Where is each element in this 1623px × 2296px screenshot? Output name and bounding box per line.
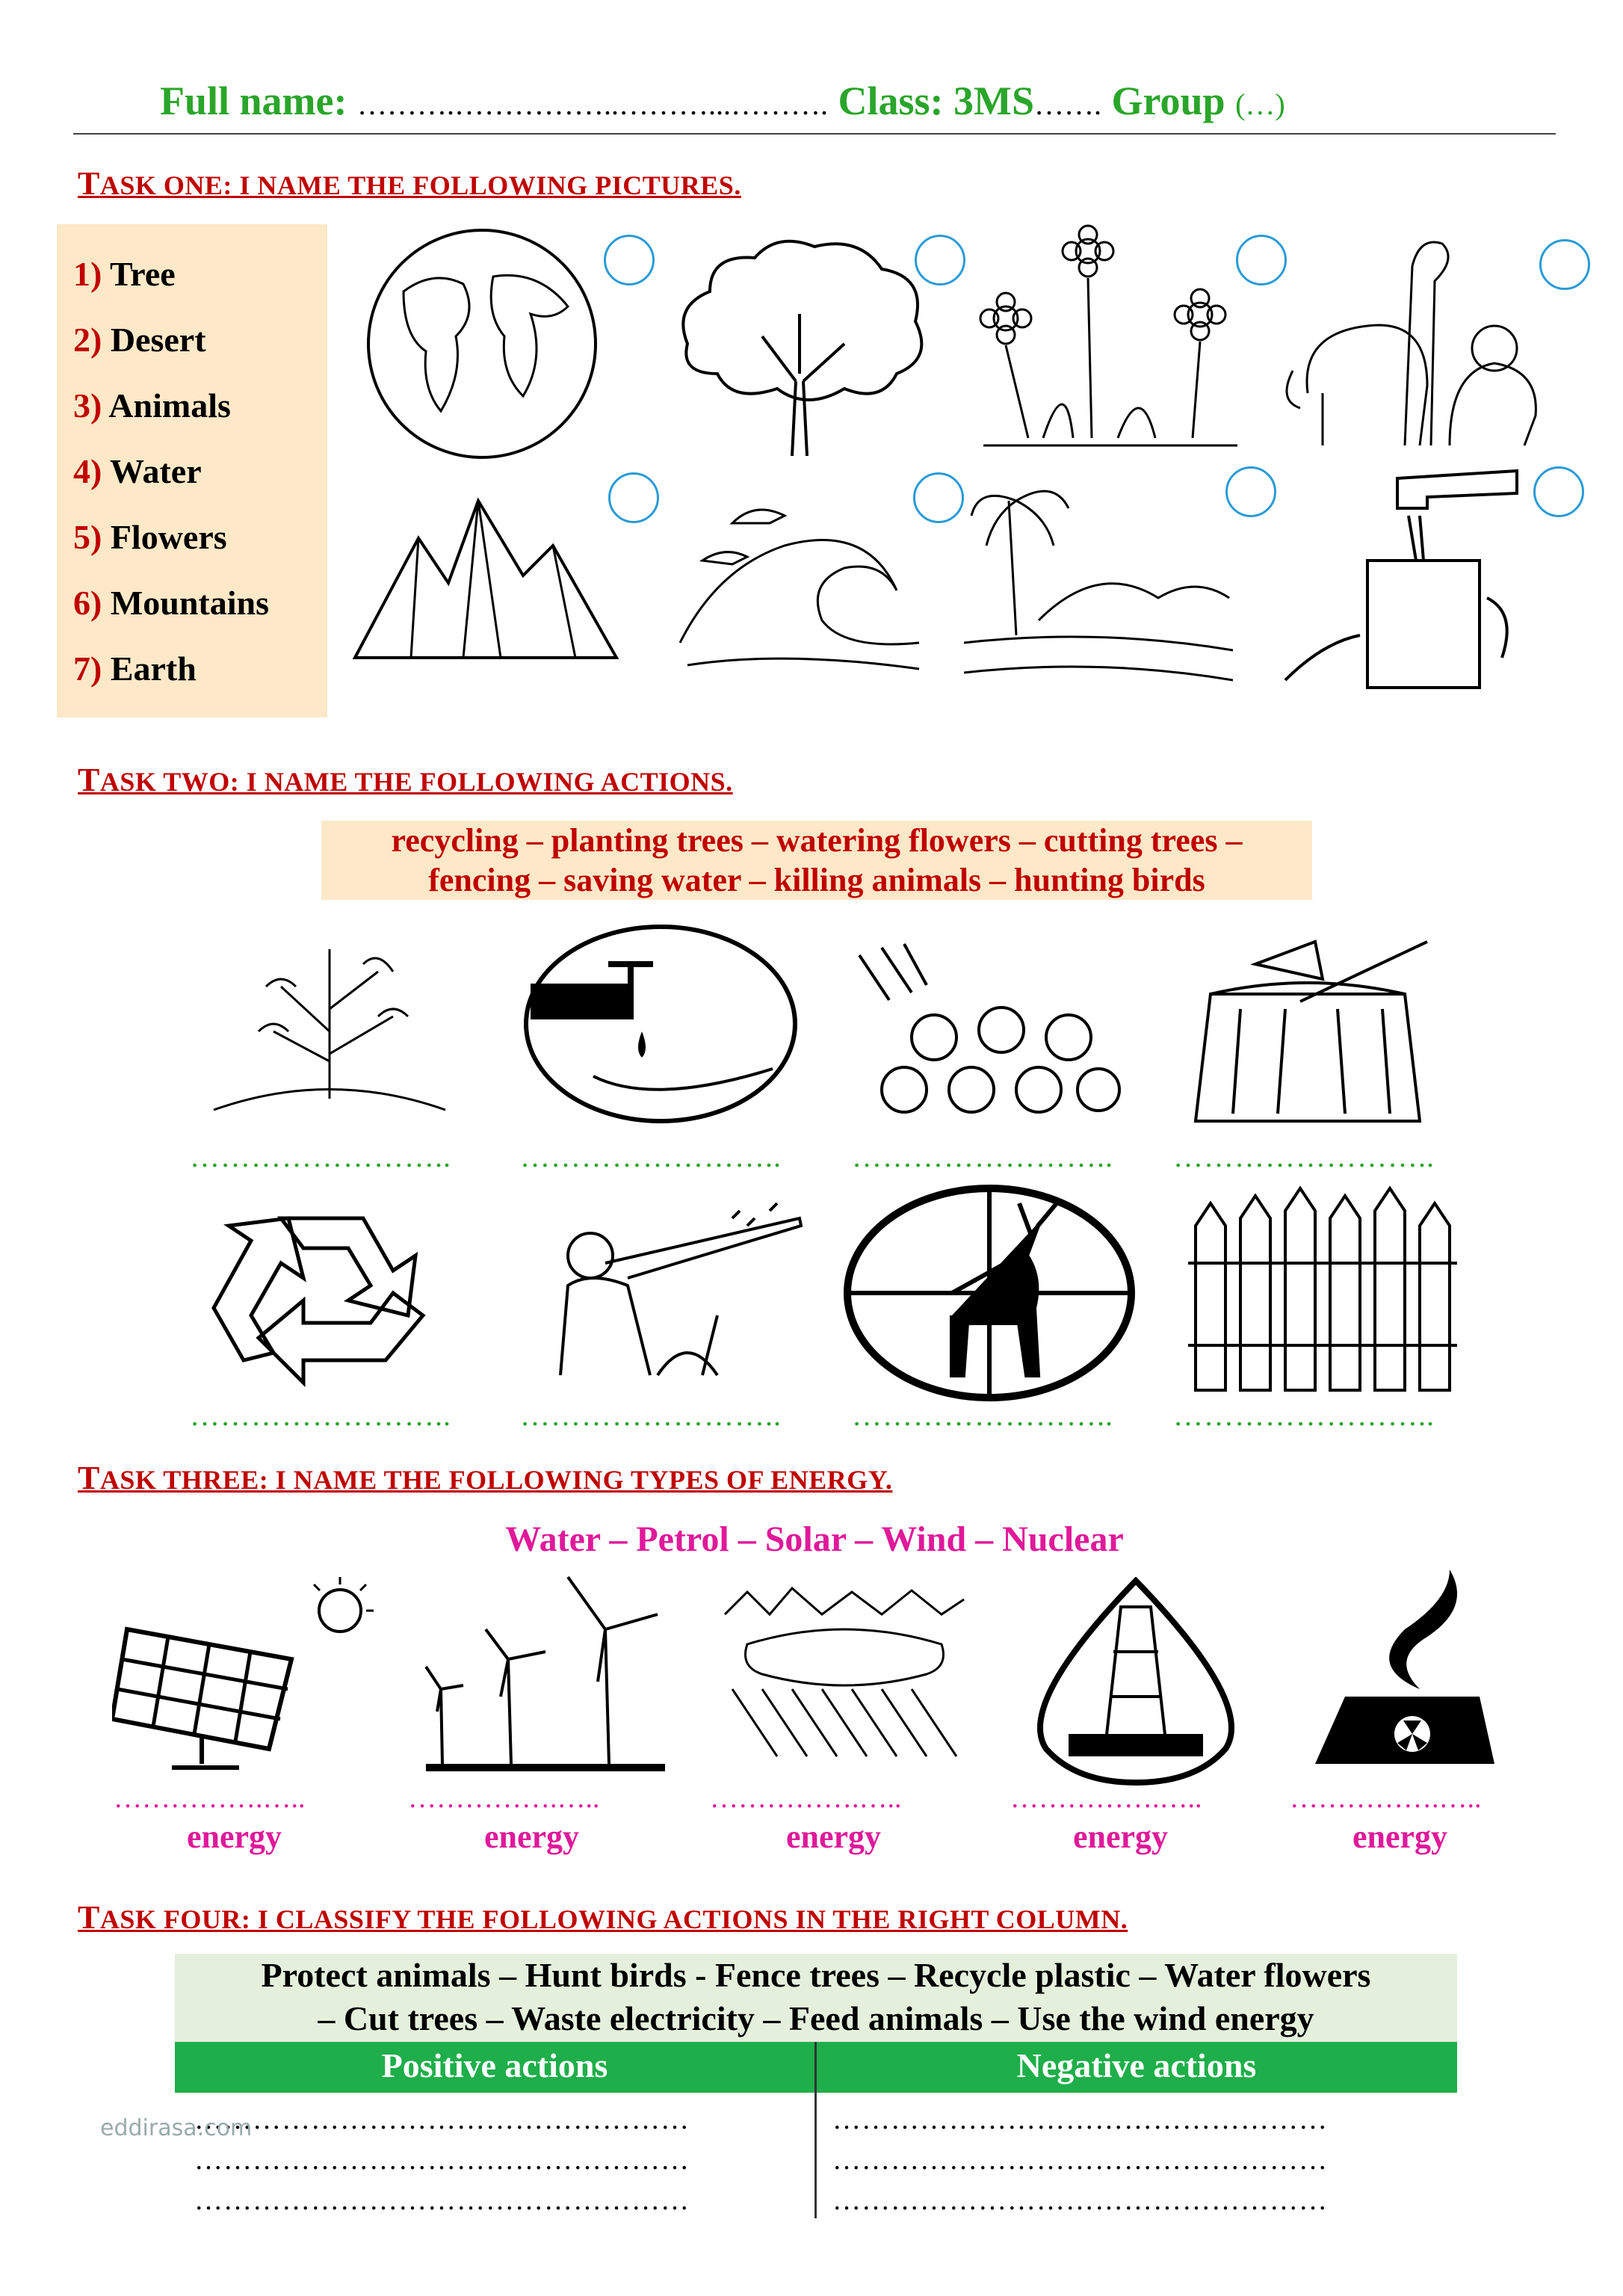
animals-icon bbox=[1278, 221, 1554, 460]
tree-icon bbox=[658, 224, 942, 463]
recycling-icon bbox=[199, 1188, 460, 1390]
answer-blank[interactable]: …………………….. bbox=[520, 1140, 782, 1173]
solar-panel-icon bbox=[112, 1570, 389, 1779]
answer-circle[interactable] bbox=[913, 472, 964, 523]
full-name-label: Full name: bbox=[160, 78, 347, 123]
energy-label: energy bbox=[786, 1818, 882, 1855]
wave-icon bbox=[673, 478, 927, 680]
answer-circle[interactable] bbox=[1533, 466, 1584, 517]
answer-circle[interactable] bbox=[1539, 239, 1590, 290]
positive-actions-header: Positive actions bbox=[175, 2042, 814, 2093]
list-item: 2) Desert bbox=[73, 321, 206, 359]
header-line bbox=[160, 78, 1285, 124]
task-two-title: TASK TWO: I NAME THE FOLLOWING ACTIONS. bbox=[78, 762, 733, 798]
answer-circle[interactable] bbox=[604, 235, 655, 286]
positive-blank[interactable]: …………………………………………… bbox=[194, 2144, 690, 2176]
task-four-title: TASK FOUR: I CLASSIFY THE FOLLOWING ACTIONS IN THE RIGHT COLUMN. bbox=[78, 1899, 1128, 1936]
wind-turbines-icon bbox=[418, 1562, 673, 1779]
flowers-icon bbox=[968, 221, 1252, 460]
energy-blank[interactable]: …………….….. bbox=[408, 1783, 600, 1814]
task-three-title: TASK THREE: I NAME THE FOLLOWING TYPES OF ENERGY. bbox=[78, 1460, 893, 1496]
task-one-title: TASK ONE: I NAME THE FOLLOWING PICTURES. bbox=[78, 165, 741, 202]
water-dam-icon bbox=[717, 1584, 971, 1764]
energy-label: energy bbox=[1352, 1818, 1448, 1855]
answer-circle[interactable] bbox=[1225, 466, 1276, 517]
task-one-word-list bbox=[57, 224, 327, 718]
petrol-oil-rig-icon bbox=[1016, 1577, 1255, 1786]
energy-blank[interactable]: …………….….. bbox=[114, 1783, 306, 1814]
list-item: 3) Animals bbox=[73, 386, 231, 425]
negative-actions-header: Negative actions bbox=[816, 2042, 1457, 2093]
energy-label: energy bbox=[1073, 1818, 1169, 1855]
desert-icon bbox=[964, 471, 1233, 695]
list-item: 4) Water bbox=[73, 452, 202, 490]
word-bank-line: fencing – saving water – killing animals – hunting birds bbox=[428, 862, 1205, 898]
task-two-word-bank bbox=[321, 821, 1312, 900]
word-bank-line: recycling – planting trees – watering flowers – cutting trees – bbox=[391, 822, 1243, 859]
class-label: Class: 3MS bbox=[838, 78, 1035, 123]
hunting-birds-icon bbox=[523, 1196, 807, 1390]
energy-label: energy bbox=[484, 1818, 580, 1855]
mountains-icon bbox=[351, 493, 620, 665]
answer-blank[interactable]: …………………….. bbox=[1173, 1398, 1435, 1432]
answer-blank[interactable]: …………………….. bbox=[852, 1140, 1113, 1173]
group-label: Group bbox=[1111, 78, 1225, 123]
watering-flowers-icon bbox=[844, 925, 1128, 1127]
energy-blank[interactable]: …………….….. bbox=[1010, 1783, 1202, 1814]
negative-blank[interactable]: …………………………………………… bbox=[832, 2144, 1328, 2176]
killing-animals-icon bbox=[840, 1181, 1139, 1405]
energy-blank[interactable]: …………….….. bbox=[1290, 1783, 1482, 1814]
list-item: 6) Mountains bbox=[73, 584, 269, 622]
negative-blank[interactable]: …………………………………………… bbox=[832, 2104, 1328, 2135]
class-blank[interactable]: ……. bbox=[1034, 87, 1102, 121]
word-bank-line: – Cut trees – Waste electricity – Feed animals – Use the wind energy bbox=[318, 1999, 1314, 2037]
answer-blank[interactable]: …………………….. bbox=[520, 1398, 782, 1432]
answer-blank[interactable]: …………………….. bbox=[852, 1398, 1113, 1432]
column-divider bbox=[814, 2042, 817, 2218]
list-item: 7) Earth bbox=[73, 649, 197, 688]
water-tap-icon bbox=[1278, 463, 1562, 710]
answer-blank[interactable]: …………………….. bbox=[190, 1398, 451, 1432]
energy-label: energy bbox=[187, 1818, 282, 1855]
answer-blank[interactable]: …………………….. bbox=[190, 1140, 451, 1173]
fencing-icon bbox=[1181, 1181, 1457, 1398]
saving-water-icon bbox=[519, 919, 803, 1129]
answer-blank[interactable]: …………………….. bbox=[1173, 1140, 1435, 1173]
positive-blank[interactable]: …………………………………………… bbox=[194, 2104, 690, 2135]
negative-blank[interactable]: …………………………………………… bbox=[832, 2185, 1328, 2216]
positive-blank[interactable]: …………………………………………… bbox=[194, 2185, 690, 2216]
group-blank[interactable]: (…) bbox=[1235, 87, 1285, 121]
energy-blank[interactable]: …………….….. bbox=[710, 1783, 902, 1814]
answer-circle[interactable] bbox=[915, 235, 965, 286]
earth-icon bbox=[351, 224, 613, 463]
list-item: 5) Flowers bbox=[73, 518, 227, 556]
task-three-word-bank: Water – Petrol – Solar – Wind – Nuclear bbox=[505, 1519, 1124, 1559]
full-name-blank[interactable]: ……….……………..………...………. bbox=[357, 87, 828, 121]
planting-tree-icon bbox=[191, 919, 468, 1121]
nuclear-plant-icon bbox=[1300, 1555, 1509, 1779]
answer-circle[interactable] bbox=[608, 472, 659, 523]
header-divider bbox=[73, 133, 1556, 135]
list-item: 1) Tree bbox=[73, 255, 176, 293]
watermark-logo: eddirasa.com bbox=[100, 2115, 253, 2141]
word-bank-line: Protect animals – Hunt birds - Fence trees – Recycle plastic – Water flowers bbox=[261, 1956, 1371, 1994]
cutting-trees-icon bbox=[1166, 919, 1457, 1136]
task-four-word-bank bbox=[175, 1954, 1457, 2042]
